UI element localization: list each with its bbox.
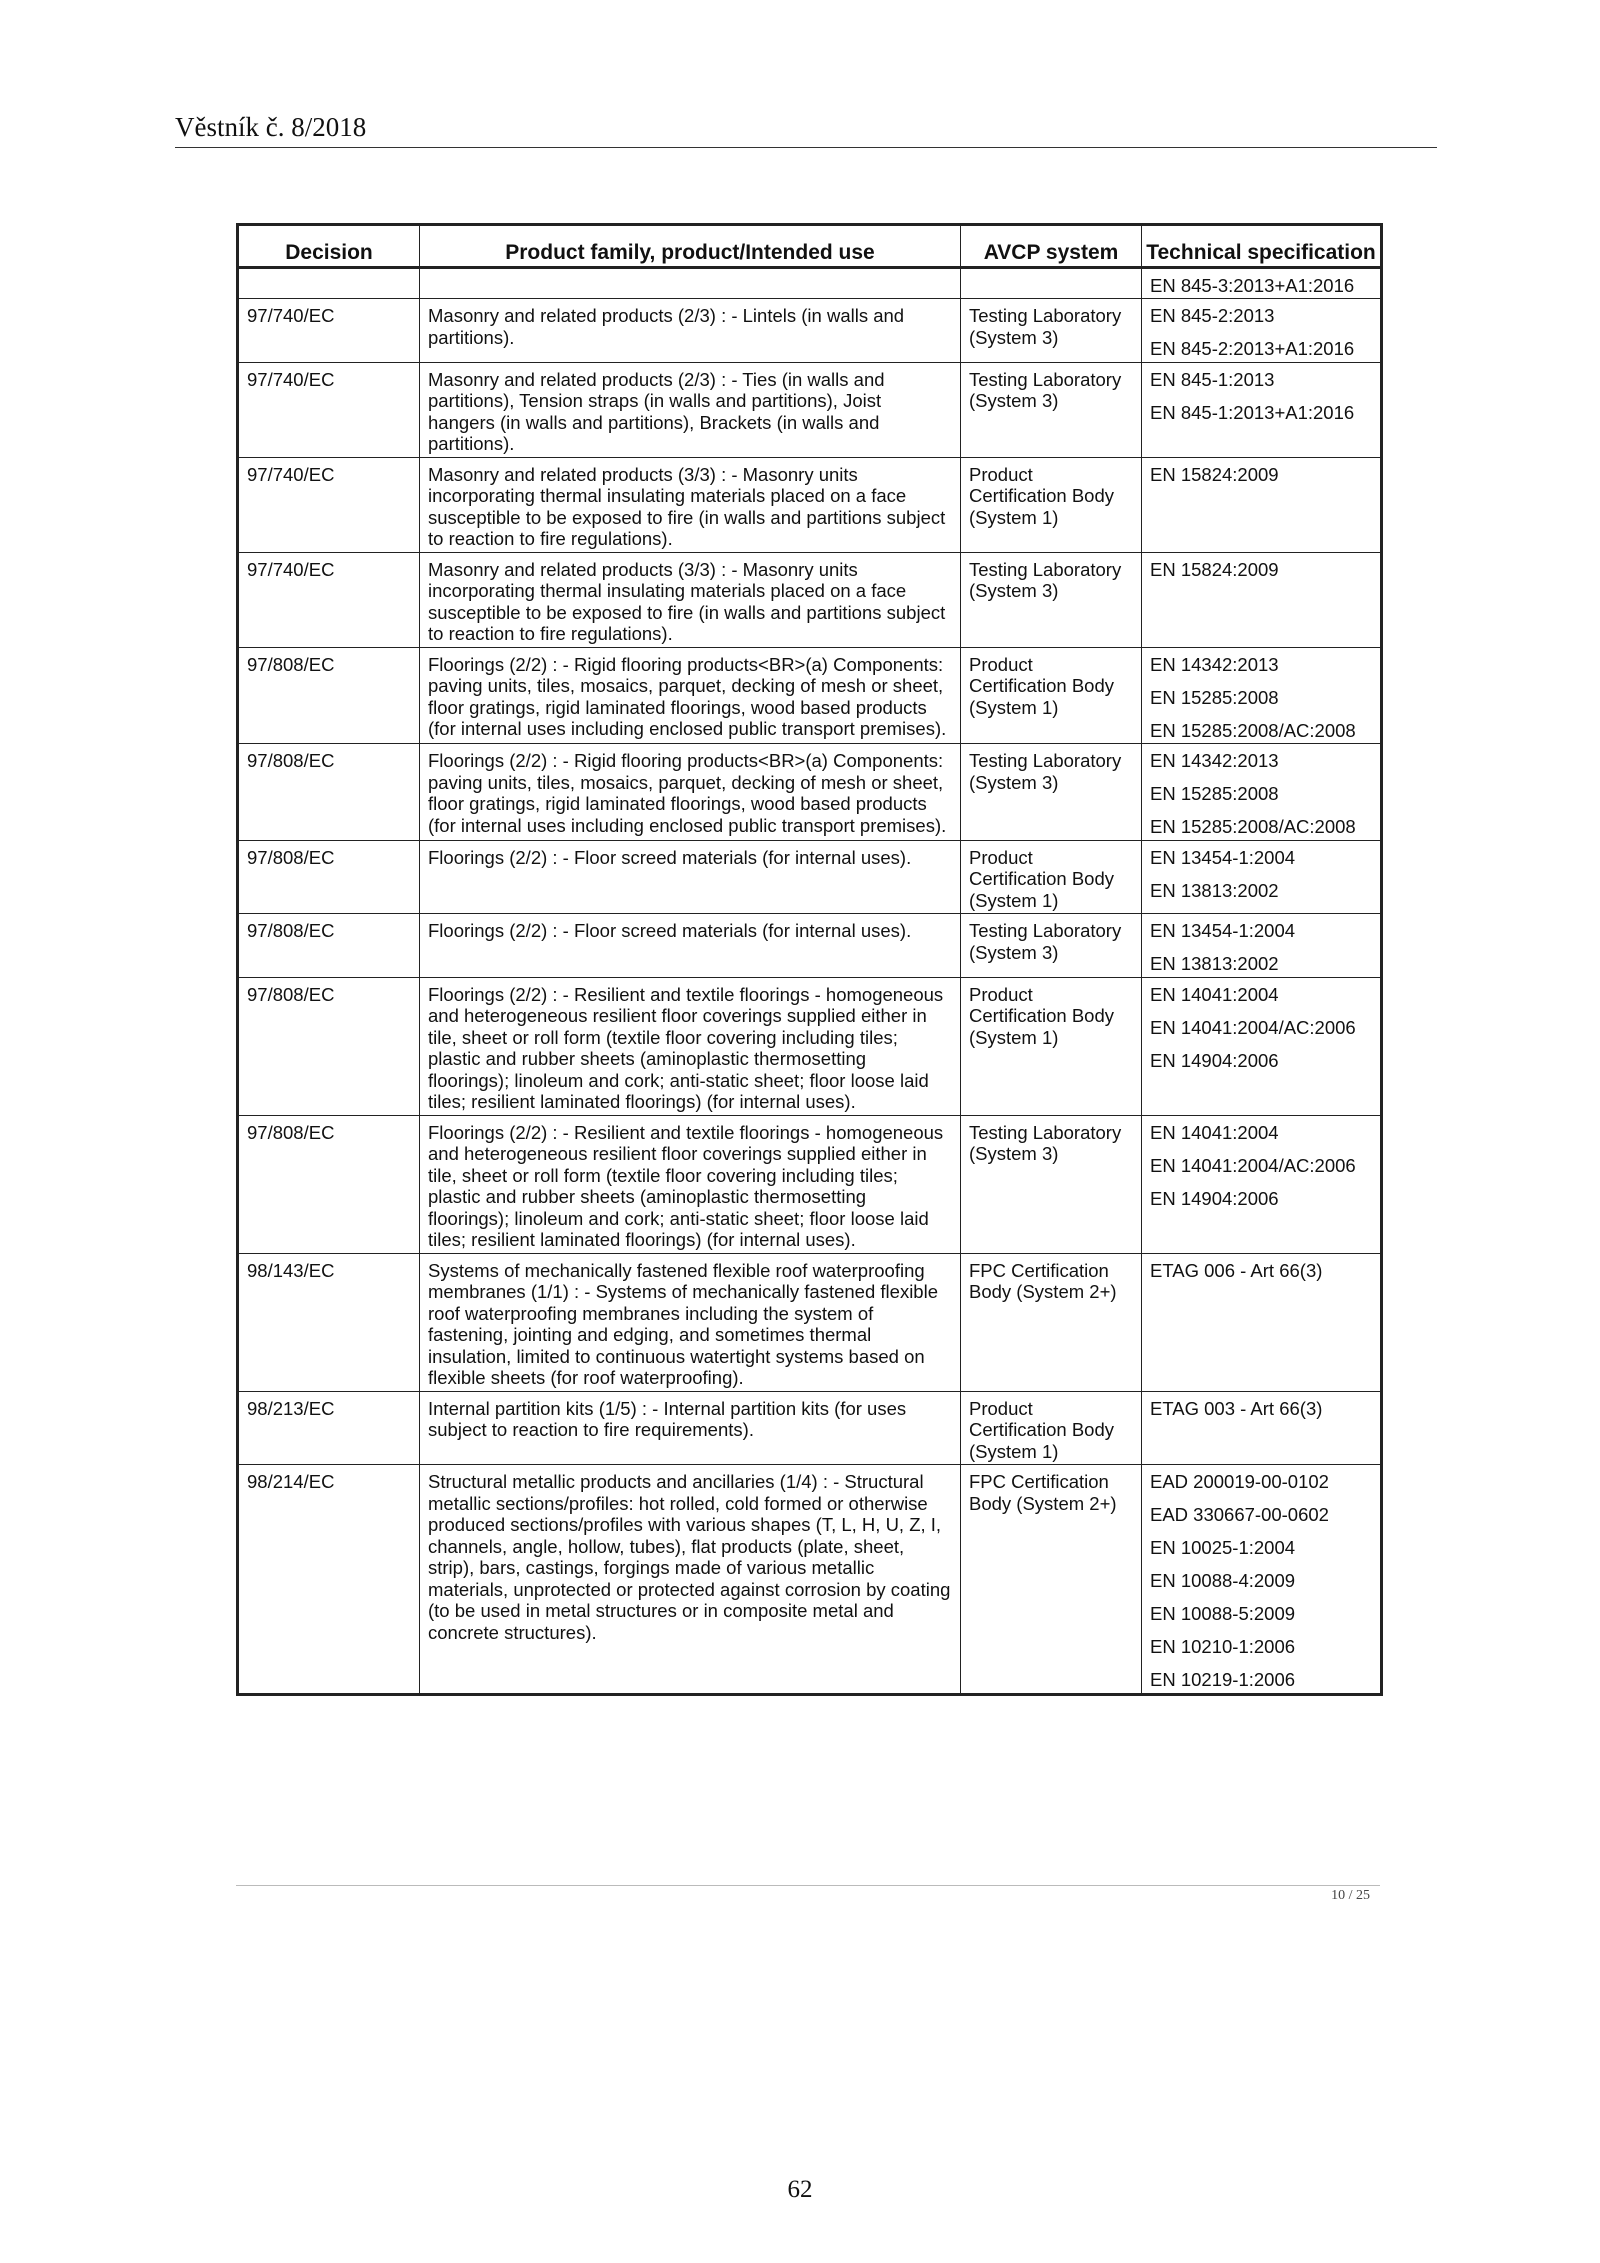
technical-specification-cell	[1142, 744, 1382, 841]
specification-item: EN 15824:2009	[1150, 558, 1279, 580]
avcp-cell	[961, 267, 1142, 299]
technical-specification-cell	[1142, 1253, 1382, 1391]
specification-item: EN 14041:2004	[1150, 983, 1279, 1005]
specification-item: EAD 330667-00-0602	[1150, 1504, 1329, 1525]
specification-item: EN 10025-1:2004	[1150, 1537, 1296, 1558]
table-body	[238, 267, 1382, 1694]
table-row	[238, 1115, 1382, 1253]
product-cell	[420, 267, 961, 299]
table-row	[238, 267, 1382, 299]
avcp-cell: Product Certification Body (System 1)	[961, 647, 1142, 744]
page-header-title: Věstník č. 8/2018	[175, 112, 367, 142]
avcp-cell: Product Certification Body (System 1)	[961, 977, 1142, 1115]
specification-item: EN 15824:2009	[1150, 463, 1279, 485]
decision-cell: 98/214/EC	[238, 1465, 420, 1695]
specification-item: EN 14904:2006	[1150, 1049, 1279, 1071]
technical-specification-cell	[1142, 1391, 1382, 1465]
specification-item: EN 10088-4:2009	[1150, 1570, 1296, 1591]
technical-specification-cell	[1142, 552, 1382, 647]
table-row	[238, 457, 1382, 552]
technical-specification-cell	[1142, 1115, 1382, 1253]
table-row	[238, 647, 1382, 744]
specification-item: EN 15285:2008	[1150, 783, 1279, 804]
technical-specification-cell	[1142, 840, 1382, 914]
specification-item: EN 14041:2004/AC:2006	[1150, 1016, 1356, 1038]
column-header-decision: Decision	[238, 225, 420, 268]
technical-specification-cell	[1142, 362, 1382, 457]
specification-item: EN 10219-1:2006	[1150, 1669, 1296, 1690]
technical-specification-cell	[1142, 647, 1382, 744]
avcp-cell: FPC Certification Body (System 2+)	[961, 1465, 1142, 1695]
table-row	[238, 299, 1382, 363]
header-divider	[175, 147, 1437, 148]
avcp-cell: FPC Certification Body (System 2+)	[961, 1253, 1142, 1391]
specification-item: EN 15285:2008/AC:2008	[1150, 719, 1356, 741]
specification-item: EN 15285:2008	[1150, 686, 1279, 708]
specification-item: EN 15285:2008/AC:2008	[1150, 816, 1356, 837]
column-header-product: Product family, product/Intended use	[420, 225, 961, 268]
specification-item: ETAG 006 - Art 66(3)	[1150, 1259, 1323, 1281]
product-cell: Floorings (2/2) : - Floor screed materials (for internal uses).	[420, 914, 961, 978]
technical-specification-cell	[1142, 977, 1382, 1115]
decision-cell: 97/740/EC	[238, 362, 420, 457]
avcp-cell: Testing Laboratory (System 3)	[961, 744, 1142, 841]
product-cell: Systems of mechanically fastened flexible roof waterproofing membranes (1/1) : - Systems of mechanically fastened flexible roof waterproofing membranes including the system of fastening, jointing and edging, and sometimes thermal insulation, limited to continuous watertight systems based on flexible sheets (for roof waterproofing).	[420, 1253, 961, 1391]
decision-cell: 97/808/EC	[238, 744, 420, 841]
table-row	[238, 1391, 1382, 1465]
decision-cell: 98/213/EC	[238, 1391, 420, 1465]
column-header-technical-specification: Technical specification	[1142, 225, 1382, 268]
decision-cell: 97/740/EC	[238, 457, 420, 552]
decision-cell: 97/808/EC	[238, 647, 420, 744]
specification-table	[236, 223, 1383, 1696]
specification-item: EN 845-1:2013+A1:2016	[1150, 401, 1355, 423]
pager-indicator: 10 / 25	[1331, 1888, 1370, 1903]
table-row	[238, 362, 1382, 457]
table-row	[238, 552, 1382, 647]
product-cell: Masonry and related products (3/3) : - Masonry units incorporating thermal insulating materials placed on a face susceptible to be exposed to fire (in walls and partitions subject to reaction to fire regulations).	[420, 457, 961, 552]
technical-specification-cell	[1142, 1465, 1382, 1695]
product-cell: Floorings (2/2) : - Resilient and textile floorings - homogeneous and heterogeneous resilient floor coverings supplied either in tile, sheet or roll form (textile floor covering including tiles; plastic and rubber sheets (aminoplastic thermosetting floorings); linoleum and cork; anti-static sheet; floor loose laid tiles; resilient laminated floorings) (for internal uses).	[420, 977, 961, 1115]
specification-item: EN 13454-1:2004	[1150, 920, 1296, 941]
decision-cell: 97/808/EC	[238, 914, 420, 978]
decision-cell	[238, 267, 420, 299]
specification-item: EN 13813:2002	[1150, 879, 1279, 901]
decision-cell: 97/808/EC	[238, 977, 420, 1115]
product-cell: Masonry and related products (3/3) : - Masonry units incorporating thermal insulating materials placed on a face susceptible to be exposed to fire (in walls and partitions subject to reaction to fire regulations).	[420, 552, 961, 647]
specification-item: EN 14041:2004	[1150, 1121, 1279, 1143]
product-cell: Floorings (2/2) : - Rigid flooring products<BR>(a) Components: paving units, tiles, mosaics, parquet, decking of mesh or sheet, floor gratings, rigid laminated floorings, wood based products (for internal uses including enclosed public transport premises).	[420, 647, 961, 744]
avcp-cell: Testing Laboratory (System 3)	[961, 1115, 1142, 1253]
decision-cell: 97/808/EC	[238, 1115, 420, 1253]
technical-specification-cell	[1142, 914, 1382, 978]
specification-item: EN 10088-5:2009	[1150, 1603, 1296, 1624]
specification-item: EN 845-1:2013	[1150, 368, 1275, 390]
specification-item: ETAG 003 - Art 66(3)	[1150, 1397, 1323, 1419]
footer-divider	[236, 1885, 1380, 1886]
specification-item: EN 14342:2013	[1150, 750, 1279, 771]
product-cell: Structural metallic products and ancillaries (1/4) : - Structural metallic sections/profiles: hot rolled, cold formed or otherwise produced sections/profiles with various shapes (T, L, H, U, Z, I, channels, angle, hollow, tubes), flat products (plate, sheet, strip), bars, castings, forgings made of various metallic materials, unprotected or protected against corrosion by coating (to be used in metal structures or in composite metal and concrete structures).	[420, 1465, 961, 1695]
product-cell: Floorings (2/2) : - Floor screed materials (for internal uses).	[420, 840, 961, 914]
specification-item: EN 14904:2006	[1150, 1187, 1279, 1209]
product-cell: Masonry and related products (2/3) : - Ties (in walls and partitions), Tension straps (in walls and partitions), Joist hangers (in walls and partitions), Brackets (in walls and partitions).	[420, 362, 961, 457]
specification-item: EN 13454-1:2004	[1150, 846, 1296, 868]
avcp-cell: Product Certification Body (System 1)	[961, 840, 1142, 914]
specification-item: EAD 200019-00-0102	[1150, 1471, 1329, 1492]
technical-specification-cell	[1142, 267, 1382, 299]
decision-cell: 97/808/EC	[238, 840, 420, 914]
table-row	[238, 840, 1382, 914]
table-header-row	[238, 225, 1382, 268]
table-row	[238, 914, 1382, 978]
column-header-avcp: AVCP system	[961, 225, 1142, 268]
product-cell: Masonry and related products (2/3) : - Lintels (in walls and partitions).	[420, 299, 961, 363]
product-cell: Floorings (2/2) : - Rigid flooring products<BR>(a) Components: paving units, tiles, mosaics, parquet, decking of mesh or sheet, floor gratings, rigid laminated floorings, wood based products (for internal uses including enclosed public transport premises).	[420, 744, 961, 841]
avcp-cell: Testing Laboratory (System 3)	[961, 299, 1142, 363]
table-row	[238, 977, 1382, 1115]
decision-cell: 98/143/EC	[238, 1253, 420, 1391]
specification-item: EN 13813:2002	[1150, 953, 1279, 974]
avcp-cell: Product Certification Body (System 1)	[961, 1391, 1142, 1465]
avcp-cell: Product Certification Body (System 1)	[961, 457, 1142, 552]
specification-item: EN 845-2:2013	[1150, 305, 1275, 326]
table-row	[238, 1465, 1382, 1695]
technical-specification-cell	[1142, 299, 1382, 363]
product-cell: Floorings (2/2) : - Resilient and textile floorings - homogeneous and heterogeneous resilient floor coverings supplied either in tile, sheet or roll form (textile floor covering including tiles; plastic and rubber sheets (aminoplastic thermosetting floorings); linoleum and cork; anti-static sheet; floor loose laid tiles; resilient laminated floorings) (for internal uses).	[420, 1115, 961, 1253]
specification-item: EN 845-2:2013+A1:2016	[1150, 338, 1355, 359]
avcp-cell: Testing Laboratory (System 3)	[961, 362, 1142, 457]
decision-cell: 97/740/EC	[238, 299, 420, 363]
table-row	[238, 1253, 1382, 1391]
product-cell: Internal partition kits (1/5) : - Internal partition kits (for uses subject to reaction to fire requirements).	[420, 1391, 961, 1465]
table-row	[238, 744, 1382, 841]
technical-specification-cell	[1142, 457, 1382, 552]
specification-item: EN 14342:2013	[1150, 653, 1279, 675]
avcp-cell: Testing Laboratory (System 3)	[961, 552, 1142, 647]
page-number: 62	[787, 2176, 813, 2203]
avcp-cell: Testing Laboratory (System 3)	[961, 914, 1142, 978]
specification-item: EN 10210-1:2006	[1150, 1636, 1296, 1657]
specification-item: EN 845-3:2013+A1:2016	[1150, 274, 1355, 296]
decision-cell: 97/740/EC	[238, 552, 420, 647]
specification-item: EN 14041:2004/AC:2006	[1150, 1154, 1356, 1176]
